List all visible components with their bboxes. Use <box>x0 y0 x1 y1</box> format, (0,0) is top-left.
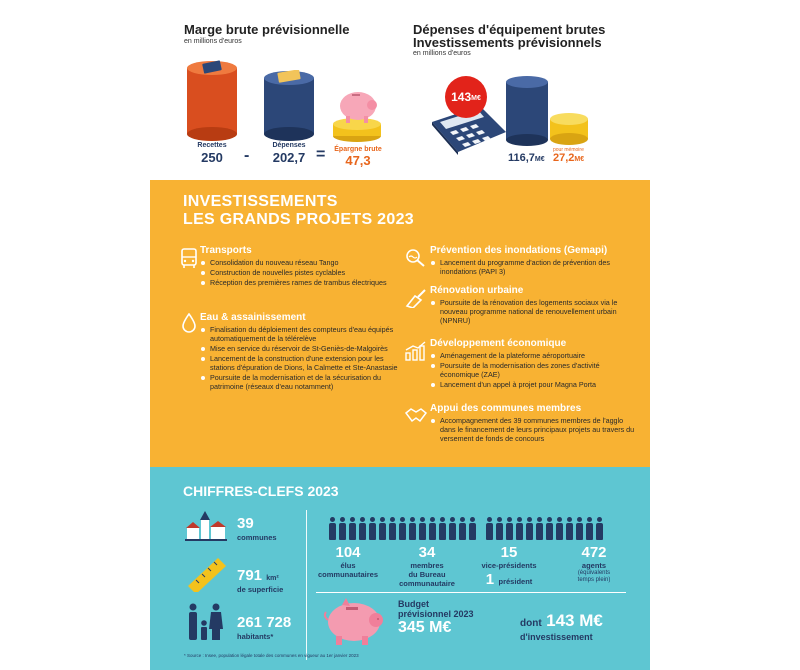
epargne-label: Épargne brute <box>334 146 382 153</box>
flood-icon <box>404 247 426 267</box>
communes-label: communes <box>237 533 277 542</box>
list-item: Lancement du programme d'action de prévention des inondations (PAPI 3) <box>430 258 640 276</box>
marge-title: Marge brute prévisionnelle <box>184 22 350 37</box>
source-note: * Source : Insee, population légale totale des communes en vigueur au 1er janvier 2023 <box>184 653 359 658</box>
section-eau <box>200 312 400 392</box>
list-item: Consolidation du nouveau réseau Tango <box>200 258 400 267</box>
dont-sub: d'investissement <box>520 632 593 642</box>
list-item: Accompagnement des 39 communes membres de l'agglo dans le financement de leurs principaux projets au travers du versement de fonds de concours <box>430 416 640 443</box>
depenses-value: 202,7 <box>272 150 306 165</box>
bus-icon <box>180 247 198 269</box>
section-title: Appui des communes membres <box>430 403 582 414</box>
budget-label-1: Budget <box>398 599 429 609</box>
investment-number: 116,7 <box>508 152 535 164</box>
section-title: Développement économique <box>430 338 567 349</box>
list-item: Poursuite de la rénovation des logements sociaux via le nouveau programme national de renouvellement urbain (NPNRU) <box>430 298 640 325</box>
investment-block <box>520 611 603 642</box>
badge-143 <box>445 76 487 118</box>
recettes-value: 250 <box>201 150 223 165</box>
other-value <box>553 152 584 164</box>
section-transports <box>200 245 400 288</box>
section-list <box>200 325 400 391</box>
depenses-label: Dépenses <box>272 142 306 149</box>
bureau-value: 34 <box>418 544 436 561</box>
list-item: Poursuite de la modernisation des zones d'activité économique (ZAE) <box>430 361 640 379</box>
minus-sign: - <box>244 147 250 164</box>
water-drop-icon <box>181 313 197 333</box>
budget-value: 345 M€ <box>398 619 452 636</box>
habitants-value: 261 728 <box>237 614 292 631</box>
bureau-label-1: membres <box>410 561 444 570</box>
right-title-line-1: Dépenses d'équipement brutes <box>413 22 606 37</box>
section-list <box>430 298 640 325</box>
investment-cylinder <box>505 75 549 147</box>
badge-value: 143 <box>451 90 472 104</box>
agents-value: 472 <box>581 544 607 561</box>
section-title: Transports <box>200 245 252 256</box>
investment-value <box>508 152 545 164</box>
section-title: Rénovation urbaine <box>430 285 524 296</box>
agents-label: agents <box>581 561 607 570</box>
president-label: président <box>498 577 533 586</box>
marge-subtitle: en millions d'euros <box>184 38 242 45</box>
section-list <box>200 258 400 287</box>
investment-unit: M€ <box>534 156 545 163</box>
other-label: pour mémoire <box>553 147 584 153</box>
section-appui <box>430 403 640 444</box>
bureau-label-3: communautaire <box>399 579 455 588</box>
president-value: 1 <box>485 571 495 588</box>
equals-sign: = <box>316 146 326 163</box>
dont-label: dont <box>520 618 542 629</box>
other-cylinder <box>549 113 589 147</box>
piggy-bank-large-icon <box>322 596 390 646</box>
agents-block <box>568 544 620 584</box>
recettes-label: Recettes <box>197 142 227 149</box>
other-unit: M€ <box>574 156 585 163</box>
superficie-unit: km² <box>266 575 279 582</box>
ruler-icon <box>184 556 228 592</box>
list-item: Lancement de la construction d'une extension pour les stations d'épuration de Dions, la Calmette et Ste-Anastasie <box>200 354 400 372</box>
list-item: Lancement d'un appel à projet pour Magna Porta <box>430 380 640 389</box>
superficie-number: 791 <box>237 567 263 584</box>
divider-horizontal <box>316 592 626 593</box>
keyfigures-title: CHIFFRES-CLEFS 2023 <box>183 483 339 499</box>
section-title: Prévention des inondations (Gemapi) <box>430 245 608 256</box>
right-subtitle: en millions d'euros <box>413 50 471 57</box>
trowel-icon <box>405 288 427 308</box>
list-item: Réception des premières rames de trambus électriques <box>200 278 400 287</box>
section-renovation <box>430 285 640 326</box>
communes-value: 39 <box>237 515 254 532</box>
elus-people-icons <box>328 517 477 541</box>
section-list <box>430 416 640 443</box>
growth-icon <box>404 341 428 361</box>
section-gemapi <box>430 245 640 277</box>
elus-label-2: communautaires <box>318 570 379 579</box>
handshake-icon <box>404 405 428 425</box>
recettes-cylinder <box>186 60 238 142</box>
elus-block <box>318 544 378 579</box>
section-economie <box>430 338 640 390</box>
depenses-cylinder <box>263 70 315 142</box>
list-item: Finalisation du déploiement des compteurs d'eau équipés automatiquement de la télérelève <box>200 325 400 343</box>
section-title: Eau & assainissement <box>200 312 306 323</box>
bureau-label-2: du Bureau <box>408 570 446 579</box>
projects-title-line-1: INVESTISSEMENTS <box>183 193 338 210</box>
superficie-value <box>237 567 279 584</box>
list-item: Aménagement de la plateforme aéroportuaire <box>430 351 640 360</box>
projects-title-line-2: LES GRANDS PROJETS 2023 <box>183 211 414 228</box>
list-item: Construction de nouvelles pistes cyclables <box>200 268 400 277</box>
badge-unit: M€ <box>471 95 481 102</box>
section-list <box>430 258 640 276</box>
budget-label-2: prévisionnel 2023 <box>398 609 474 619</box>
bureau-block <box>395 544 459 588</box>
projects-title <box>183 193 414 229</box>
piggy-bank-icon <box>330 86 384 144</box>
habitants-label: habitants* <box>237 632 274 641</box>
right-title-line-2: Investissements prévisionnels <box>413 35 602 50</box>
vp-block <box>476 544 542 589</box>
budget-block <box>398 599 474 637</box>
family-icon <box>186 603 224 641</box>
elus-value: 104 <box>335 544 361 561</box>
list-item: Poursuite de la modernisation et de la sécurisation du patrimoine (réseaux d'eau notamment) <box>200 373 400 391</box>
vp-label: vice-présidents <box>481 561 537 570</box>
elus-label-1: élus <box>340 561 356 570</box>
dont-value: 143 M€ <box>546 611 603 630</box>
other-number: 27,2 <box>553 152 575 164</box>
superficie-label: de superficie <box>237 585 284 594</box>
agents-sub-1: (équivalents <box>577 570 611 576</box>
depenses-equipement-title <box>413 23 605 49</box>
divider-vertical <box>306 510 307 660</box>
agents-sub-2: temps plein) <box>577 577 611 583</box>
list-item: Mise en service du réservoir de St-Geniès-de-Malgoirès <box>200 344 400 353</box>
vp-value: 15 <box>500 544 518 561</box>
epargne-value: 47,3 <box>345 153 371 168</box>
agents-people-icons <box>485 517 604 541</box>
section-list <box>430 351 640 389</box>
village-icon <box>185 510 227 542</box>
